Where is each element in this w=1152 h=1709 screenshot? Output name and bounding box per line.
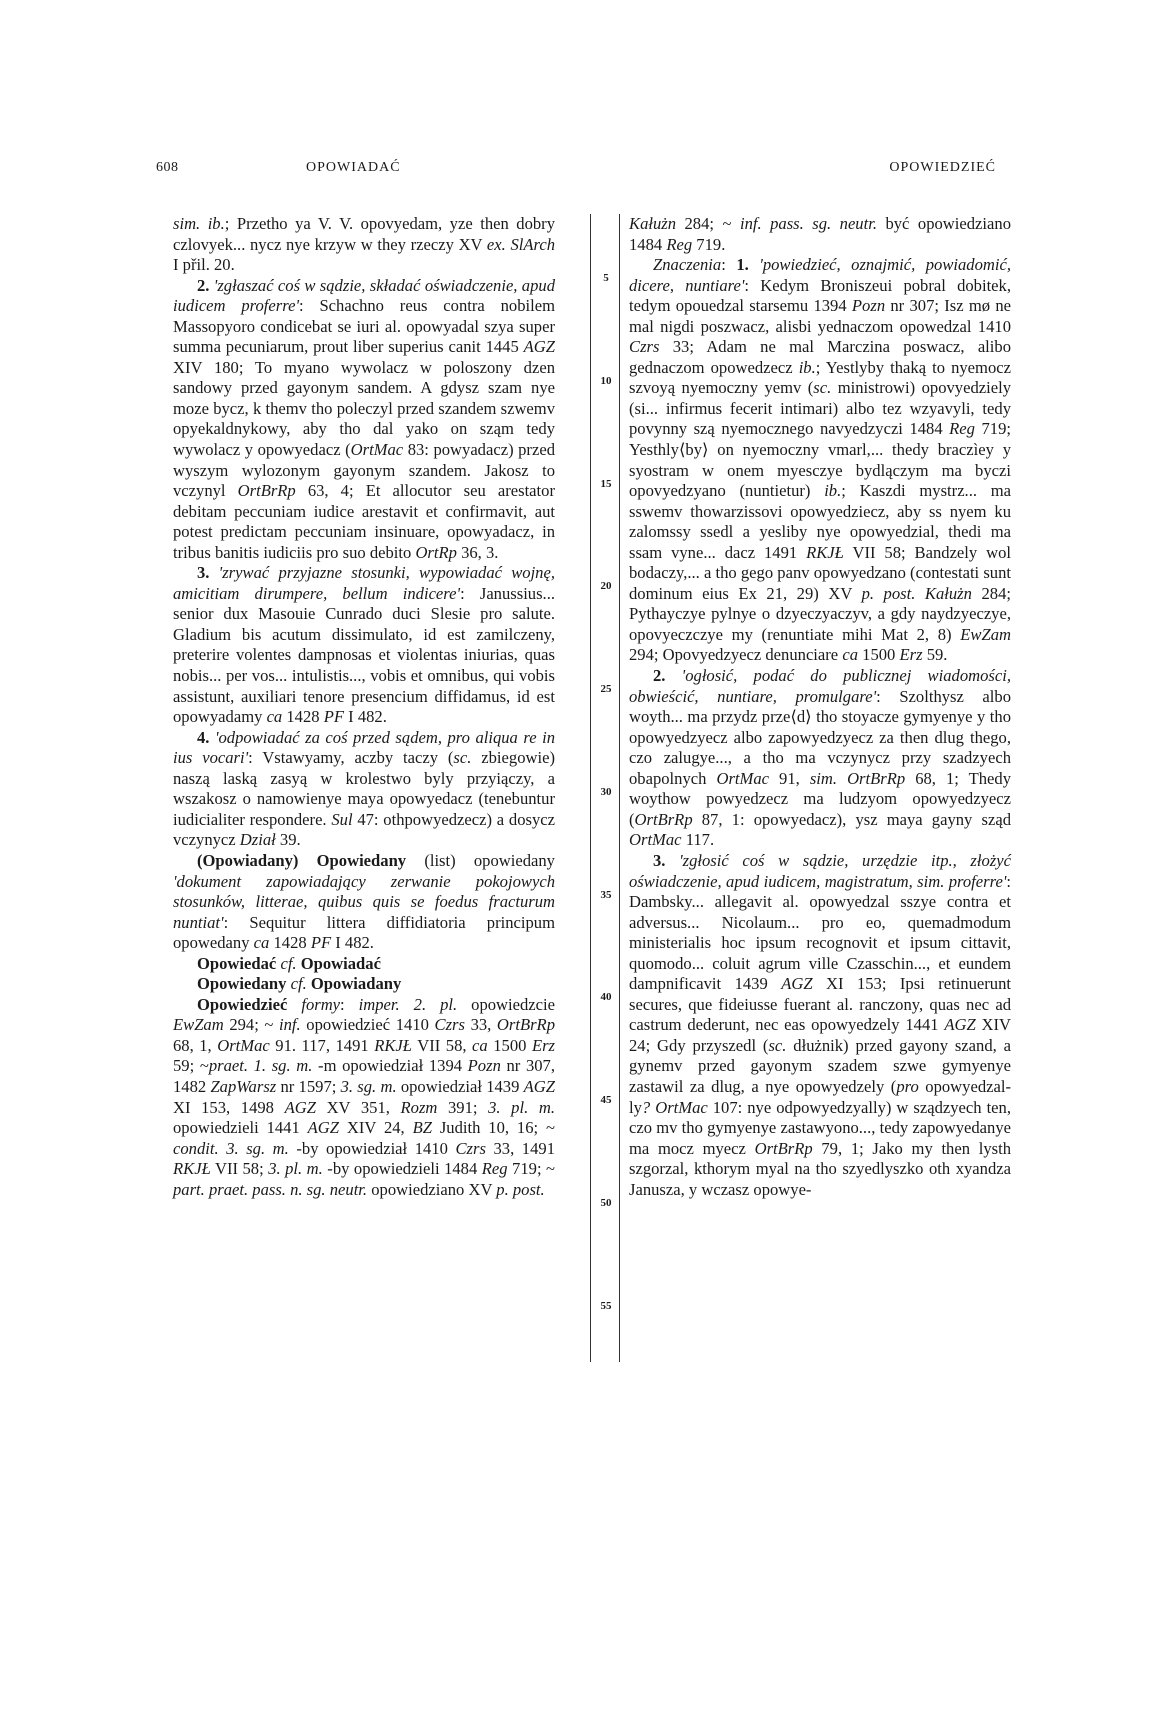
text-run: 59.	[922, 645, 948, 665]
text-run: XIV 24,	[339, 1118, 413, 1138]
bold-text: Opowiadany	[310, 974, 402, 994]
italic-text: Znaczenia	[653, 255, 722, 275]
bold-text: 3.	[197, 563, 210, 583]
text-run: I přil. 20.	[173, 255, 235, 275]
bold-text: 3.	[653, 850, 666, 870]
sense-2-paragraph	[173, 276, 555, 564]
headword-opowiedany	[173, 851, 555, 954]
text-run: -by opowiedział 1410	[288, 1138, 456, 1158]
text-run: 59; ~	[173, 1056, 209, 1076]
bold-text: 1.	[736, 255, 749, 275]
italic-text: 'zgłaszać coś w sądzie, składać oświadczenie, apud iudicem proferre'	[173, 275, 555, 316]
cross-reference-opowiedany	[173, 974, 555, 995]
italic-text: AGZ	[523, 337, 555, 357]
continuation-paragraph	[629, 214, 1011, 255]
text-run: : Szolthysz albo woyth... ma przydz prze⟨d⟩ tho stoyacze gymyenye y tho opowyedzyecz albo zapowyedzyecz za then dlug thego, czo zalugye..., a tho ma vczynycz przy szadzyech obapolnych	[629, 686, 1011, 788]
line-number: 15	[600, 478, 612, 490]
italic-text: 3. sg. m.	[340, 1076, 397, 1096]
italic-text: Erz	[531, 1035, 556, 1055]
italic-text: AGZ	[523, 1076, 555, 1096]
meanings-sense-3	[629, 851, 1011, 1200]
italic-text: PF	[310, 933, 332, 953]
italic-text: Czrs	[629, 337, 660, 357]
text-run: 36, 3.	[456, 542, 499, 562]
line-number: 30	[600, 786, 612, 798]
text-run: opowiedzieć 1410	[300, 1015, 435, 1035]
italic-text: 'dokument zapowiadający zerwanie pokojowych stosunków, litterae, quibus quis se foedus fracturum nuntiat'	[173, 871, 555, 932]
italic-text: sim. OrtBrRp	[809, 768, 906, 788]
text-run: VII 58,	[412, 1035, 473, 1055]
italic-text: ca	[472, 1035, 488, 1055]
right-running-head: OPOWIEDZIEĆ	[889, 160, 996, 175]
italic-text: ca	[253, 933, 270, 953]
italic-text: RKJŁ	[806, 542, 844, 562]
text-run: ; Yestlyby thaką to nyemocz szvoyą nyemoczny yemv (	[629, 357, 1011, 398]
text-run: -by opowiedzieli 1484	[322, 1159, 482, 1179]
text-run: opowiedziano XV	[367, 1179, 497, 1199]
right-column	[629, 214, 1011, 1200]
italic-text: sim. ib.	[173, 214, 225, 233]
text-run: : Janussius... senior dux Masouie Cunrado duci Slesie pro salute. Gladium bis acutum dissimulato, id est zamilczeny, preterire volentes dampnosas et violentas iniurias, quas nobis... per vos... intulistis..., vobis et omnibus, qui vobis assistunt, auxiliari tenore presencium diffidamus, id est opowyadamy	[173, 583, 556, 727]
text-run: 1500	[858, 645, 900, 665]
italic-text: OrtBrRp	[496, 1015, 555, 1035]
text-run: XI 153, 1498	[173, 1097, 285, 1117]
italic-text: 'odpowiadać za coś przed sądem, pro aliqua re in ius vocari'	[173, 727, 555, 768]
text-run: zbiegowie) naszą laską zasyą w krolestwo byly przyiączy, a wszakosz o namowienye maya opowyedacz (tenebuntur iudicialiter respondere.	[173, 748, 555, 829]
italic-text: AGZ	[284, 1097, 316, 1117]
italic-text: Reg	[481, 1159, 508, 1179]
text-run: XI 153; Ipsi retinuerunt secures, que fideiusse fuerant al. ranczony, quas nec ad castrum dederunt, nec eas opowyedzely 1441	[629, 974, 1011, 1035]
line-number: 35	[600, 889, 612, 901]
italic-text: 3. pl. m.	[488, 1097, 555, 1117]
italic-text: AGZ	[944, 1015, 976, 1035]
text-run: nr 307, 1482	[173, 1056, 555, 1096]
text-run: 33,	[464, 1015, 497, 1035]
text-run: XV 351,	[315, 1097, 401, 1117]
italic-text: 'ogłosić, podać do publicznej wiadomości, obwieścić, nuntiare, promulgare'	[629, 666, 1011, 706]
text-run: XIV 24; Gdy przyszedl (	[629, 1015, 1011, 1055]
italic-text: Czrs	[434, 1015, 465, 1035]
italic-text: PF	[323, 707, 344, 727]
text-run: 1428	[269, 933, 311, 953]
italic-text: Pozn	[851, 296, 886, 316]
italic-text: Kałużn	[629, 214, 677, 233]
italic-text: inf. pass. sg. neutr.	[739, 214, 877, 233]
left-column	[173, 214, 555, 1200]
bold-text: Opowiedzieć	[197, 994, 288, 1014]
text-run: 294; ~	[223, 1015, 279, 1035]
italic-text: ca	[842, 645, 858, 665]
italic-text: ZapWarsz	[210, 1076, 277, 1096]
bold-text: 2.	[653, 666, 666, 686]
bold-text: Opowiadać	[300, 953, 381, 973]
text-run: 91. 117, 1491	[269, 1035, 375, 1055]
italic-text: imper. 2. pl.	[358, 994, 458, 1014]
text-run: 83: powyadacz) przed wyszym wylozonym gayonym szandem. Jakosz to vczynyl	[173, 440, 555, 501]
page-number: 608	[156, 160, 179, 175]
italic-text: ib.	[798, 357, 816, 377]
line-number: 25	[600, 683, 612, 695]
line-number: 10	[600, 375, 612, 387]
line-number-gutter	[596, 214, 616, 1362]
text-run: być opowiedziano 1484	[629, 214, 1011, 254]
line-number: 40	[600, 991, 612, 1003]
italic-text: EwZam	[173, 1015, 224, 1035]
text-run: 68, 1; Thedy woythow powyedzecz ma ludzyom opowyedzyecz (	[629, 768, 1012, 829]
italic-text: OrtBrRp	[634, 809, 693, 829]
italic-text: OrtMac	[716, 768, 770, 788]
entry-paragraph	[173, 214, 555, 276]
bold-text: Opowiedany	[197, 974, 287, 994]
text-run: 391;	[437, 1097, 489, 1117]
running-header	[148, 160, 1004, 182]
line-number: 5	[603, 272, 609, 284]
italic-text: OrtMac	[350, 440, 404, 460]
text-run: 79, 1; Jako my then lysth szgorzal, kthorym myal na tho szyedlyszko oth xyandza Janusza, y wczasz opowye-	[629, 1138, 1011, 1199]
italic-text: OrtMac	[217, 1035, 270, 1055]
text-run: 33; Adam ne mal Marczina poswacz, alibo gednaczom opowedzecz	[629, 337, 1011, 377]
meanings-sense-2	[629, 666, 1011, 851]
text-run: : Dambsky... allegavit al. opowyedzal sszye contra et adversus... Nicolaum... pro eo, quemadmodum ministerialis hoc ipsum recognovit et ipsum cittavit, quomodo... coluit agrum ville Czasschin..., et eundem dampnificavit 1439	[629, 871, 1011, 994]
left-running-head: OPOWIADAĆ	[306, 160, 401, 175]
italic-text: OrtBrRp	[754, 1138, 813, 1158]
italic-text: OrtBrRp	[237, 481, 296, 501]
text-run: 68, 1,	[173, 1035, 218, 1055]
italic-text: Pozn	[467, 1056, 501, 1076]
italic-text: cf.	[290, 974, 307, 994]
italic-text: inf.	[279, 1015, 301, 1035]
italic-text: AGZ	[781, 974, 813, 994]
italic-text: Erz	[899, 645, 923, 665]
text-run: 1500	[487, 1035, 532, 1055]
italic-text: ca	[266, 707, 283, 727]
text-run: 63, 4; Et allocutor seu arestator debitam peccuniam iudice arestavit et confirmavit, aut potest predictam peccuniam insinuare, opowyadacz, in tribus banitis iudiciis pro suo debito	[173, 481, 555, 562]
text-run: Judith 10, 16; ~	[431, 1118, 555, 1138]
italic-text: condit. 3. sg. m.	[173, 1138, 289, 1158]
text-run	[287, 995, 301, 1014]
text-run: : Schachno reus contra nobilem Massopyoro condicebat se iuri al. opowyadal szya super summa pecuniarum, prout liber superius canit 1445	[173, 296, 555, 357]
italic-text: formy	[301, 994, 341, 1014]
text-run: 284; Pythayczye pylnye o dzyeczyaczyv, a gdy naydzyeczye, opovyeczczye my (renuntiate mihi Mat 2, 8)	[629, 583, 1011, 644]
text-run: :	[721, 255, 737, 275]
text-run: 294; Opovyedzyecz denunciare	[629, 645, 843, 665]
italic-text: 'zrywać przyjazne stosunki, wypowiadać wojnę, amicitiam dirumpere, bellum indicere'	[173, 563, 555, 603]
text-run: 1428	[282, 707, 324, 727]
text-run: 719.	[692, 234, 726, 254]
text-run: 91,	[769, 768, 810, 788]
text-run: opowiedzieli 1441	[173, 1118, 308, 1138]
meanings-sense-1	[629, 255, 1011, 666]
italic-text: OrtMac	[629, 830, 682, 850]
italic-text: ? OrtMac	[641, 1097, 708, 1117]
line-number: 55	[600, 1300, 612, 1312]
text-run: XIV 180; To myano wywolacz w poloszony dzen sandowy przed gayonym sandem. A gdysz szam nye moze bycz, k themv tho poleczyl przed szandem szwemv opyekaldnykowy, aby tho dal yako on sząm tedy wywolacz y opowyedacz (	[173, 357, 555, 460]
italic-text: Rozm	[400, 1097, 438, 1117]
headword-opowiedziec	[173, 995, 555, 1200]
column-divider-right	[619, 214, 620, 1362]
italic-text: sc.	[768, 1035, 787, 1055]
sense-3-paragraph	[173, 563, 555, 727]
text-run: ; Przetho ya V. V. opovyedam, yze then dobry czlovyek... nycz nye krzyw w they rzeczy XV	[173, 214, 555, 254]
line-number: 45	[600, 1094, 612, 1106]
bold-text: 4.	[197, 727, 210, 747]
text-run: -m opowiedział 1394	[312, 1056, 468, 1076]
italic-text: EwZam	[960, 624, 1011, 644]
text-run: I 482.	[331, 933, 374, 953]
text-run: opowiedział 1439	[396, 1076, 524, 1096]
text-run: 284; ~	[676, 214, 740, 233]
column-divider-left	[590, 214, 591, 1362]
italic-text: p. post. Kałużn	[861, 583, 972, 603]
text-run: 719; Yesthly⟨by⟩ on nyemoczny vmarl,... thedy braczìey y syostram w onem myesczye bydlączym ma byczi opovyedzyano (nuntietur)	[629, 419, 1011, 501]
italic-text: Czrs	[455, 1138, 486, 1158]
italic-text: ib.	[824, 481, 842, 501]
text-run: nr 307; Isz mø ne mal nigdi poszwacz, alisbi yednaczom opowedzal 1410	[629, 296, 1011, 336]
cross-reference-opowiedac	[173, 954, 555, 975]
text-run: 719; ~	[507, 1159, 556, 1179]
text-run: I 482.	[344, 707, 387, 727]
text-run: VII 58; Bandzely wol bodaczy,... a tho gego panv opowyedzano (contestati sunt dominum eius Ex 21, 29) XV	[629, 542, 1011, 603]
text-run: (list) opowiedany	[406, 850, 555, 870]
italic-text: BZ	[412, 1118, 432, 1138]
italic-text: OrtRp	[415, 542, 457, 562]
text-run: 39.	[275, 830, 301, 850]
italic-text: cf.	[280, 953, 297, 973]
text-run: : Sequitur littera diffidiatoria principum opowedany	[173, 912, 555, 953]
text-run: opowyedzal-ly	[629, 1076, 1011, 1117]
italic-text: 3. pl. m.	[268, 1159, 323, 1179]
italic-text: 'powiedzieć, oznajmić, powiadomić, dicere, nuntiare'	[629, 255, 1011, 295]
text-run: 47: othpowyedzecz) a dosycz vczynycz	[173, 809, 555, 850]
italic-text: p. post.	[496, 1179, 545, 1199]
italic-text: RKJŁ	[374, 1035, 413, 1055]
text-run: :	[340, 994, 359, 1014]
text-run: 33, 1491	[485, 1138, 555, 1158]
italic-text: part. praet. pass. n. sg. neutr.	[173, 1179, 368, 1199]
italic-text: RKJŁ	[173, 1159, 211, 1179]
text-run: : Vstawyamy, aczby taczy (	[248, 748, 454, 768]
italic-text: ex. SlArch	[486, 234, 555, 254]
bold-text: Opowiedać	[197, 953, 277, 973]
italic-text: pro	[896, 1076, 919, 1096]
italic-text: 'zgłosić coś w sądzie, urzędzie itp., złożyć oświadczenie, apud iudicem, magistratum, sim. proferre'	[629, 850, 1011, 891]
text-run: VII 58;	[210, 1159, 269, 1179]
italic-text: sc.	[453, 748, 472, 768]
italic-text: praet. 1. sg. m.	[208, 1056, 313, 1076]
text-run: 87, 1: opowyedacz), ysz maya gayny sząd	[692, 809, 1011, 829]
text-run: ; Kaszdi mystrz... ma sswemv thowarzissovi opowyedziecz, aby ss nyem ku zalomssy ssedl a yesliby nye opowyedzial, thedi ma ssam vyne... dacz 1491	[629, 481, 1011, 562]
line-number: 50	[600, 1197, 612, 1209]
line-number: 20	[600, 580, 612, 592]
text-run: nr 1597;	[276, 1076, 341, 1096]
italic-text: Reg	[666, 234, 693, 254]
text-run: 117.	[681, 830, 715, 850]
bold-text: 2.	[197, 275, 210, 295]
bold-text: (Opowiadany) Opowiedany	[197, 850, 407, 870]
italic-text: Sul	[331, 809, 353, 829]
italic-text: sc.	[813, 378, 832, 398]
italic-text: Dział	[239, 830, 276, 850]
italic-text: Reg	[949, 419, 975, 439]
text-run: 107: nye odpowyedzyally) w sządzyech ten, czo mv tho gymyenye zastawyono..., tedy zapowyedanye ma mocz myecz	[629, 1097, 1011, 1158]
italic-text: AGZ	[307, 1118, 340, 1138]
sense-4-paragraph	[173, 728, 555, 851]
text-run: opowiedzcie	[457, 994, 555, 1014]
text-run: : Kedym Broniszeui pobral dobitek, tedym opouedzal starsemu 1394	[629, 275, 1011, 316]
text-run: ministrowi) opovyedziely (si... infirmus fecerit intimari) albo tez wzyavyli, tedy povynny szą nyemocznego navyedzyczi 1484	[629, 378, 1011, 439]
text-run: dłużnik) przed gayony szand, a gynemv przed gayonym szadem szwe gymyenye zastawil za dlug, a nye opowyedzely (	[629, 1035, 1011, 1096]
